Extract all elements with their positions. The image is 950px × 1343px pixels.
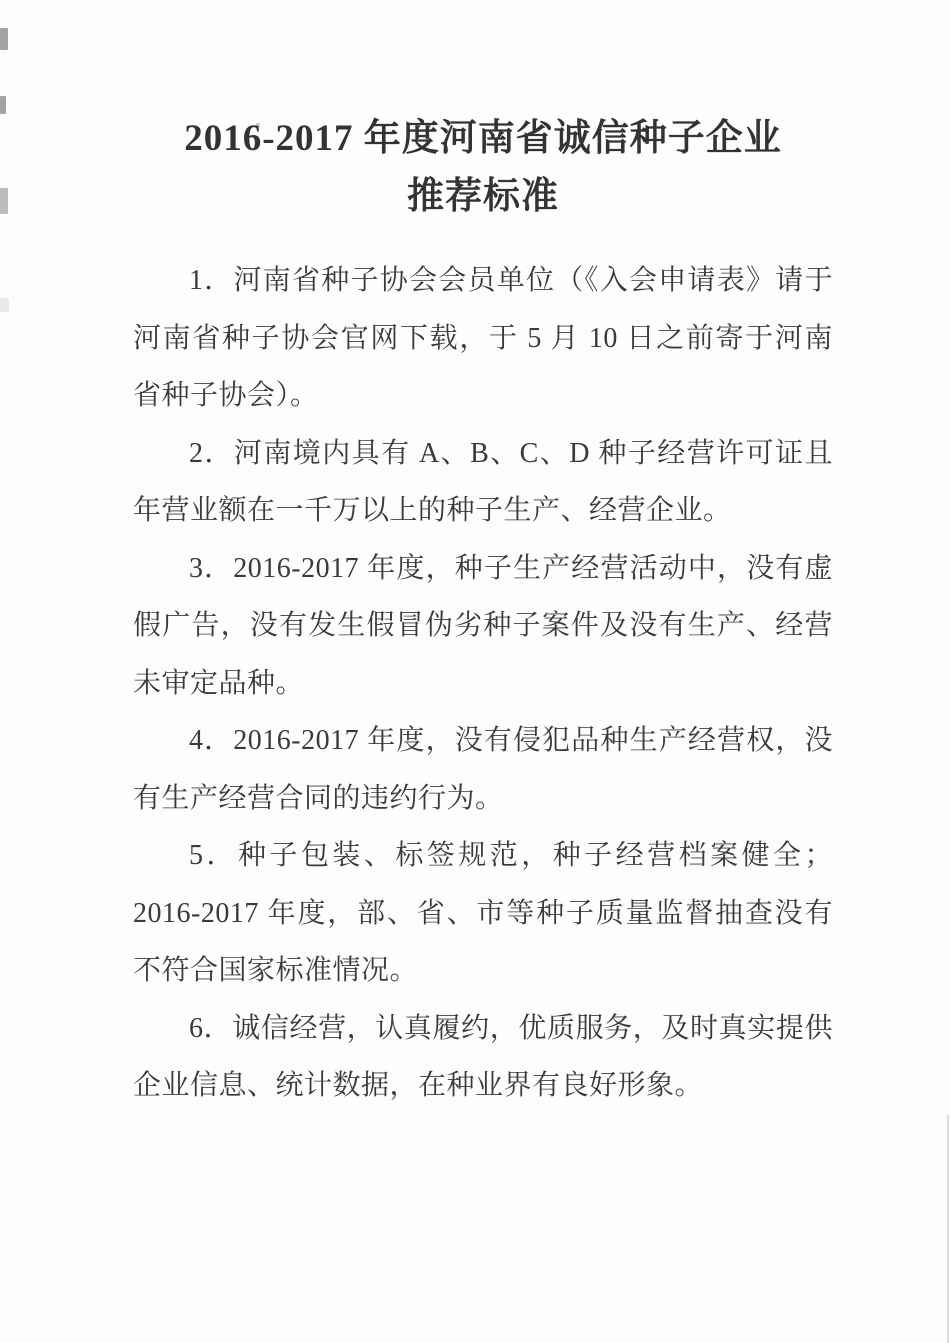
- paragraph-1: 1．河南省种子协会会员单位（《入会申请表》请于河南省种子协会官网下载，于 5 月 10 日之前寄于河南省种子协会）。: [133, 265, 833, 411]
- scan-smudge: [0, 28, 8, 50]
- paragraph-6: 6．诚信经营，认真履约，优质服务，及时真实提供企业信息、统计数据，在种业界有良好形象。: [133, 1012, 833, 1101]
- document-title: [133, 110, 833, 226]
- scan-smudge: [0, 188, 8, 214]
- paragraph-2: 2．河南境内具有 A、B、C、D 种子经营许可证且年营业额在一千万以上的种子生产、经营企业。: [133, 437, 833, 526]
- document-content: [133, 110, 833, 1115]
- paragraph-3: 3．2016-2017 年度，种子生产经营活动中，没有虚假广告，没有发生假冒伪劣种子案件及没有生产、经营未审定品种。: [133, 552, 833, 699]
- scan-smudge: [0, 96, 6, 114]
- scan-edge-line: [947, 1115, 949, 1343]
- paragraph-4: 4．2016-2017 年度，没有侵犯品种生产经营权，没有生产经营合同的违约行为。: [133, 725, 833, 814]
- title-line-2: 推荐标准: [407, 176, 559, 217]
- paragraph-5: 5．种子包装、标签规范，种子经营档案健全；2016-2017 年度，部、省、市等种子质量监督抽查没有不符合国家标准情况。: [133, 840, 833, 986]
- scan-smudge: [0, 298, 9, 312]
- title-line-1: 2016-2017 年度河南省诚信种子企业: [184, 118, 782, 159]
